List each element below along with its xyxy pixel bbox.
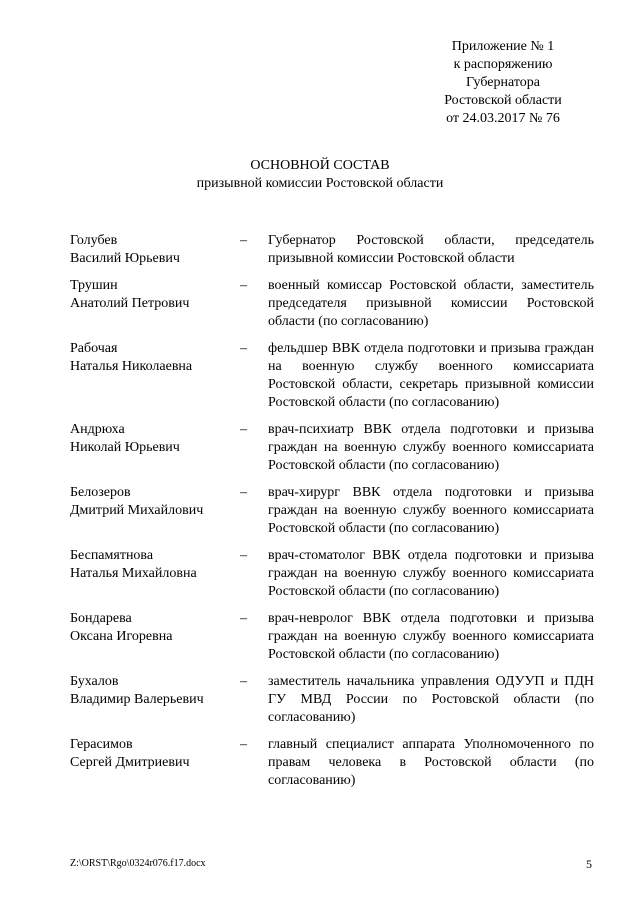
member-name [70, 547, 240, 601]
member-role: главный специалист аппарата Уполномоченного по правам человека в Ростовской области (по согласованию) [268, 737, 594, 788]
member-row [70, 736, 594, 790]
member-surname: Белозеров [70, 485, 131, 500]
member-given-name: Дмитрий Михайлович [70, 503, 204, 518]
appendix-line: от 24.03.2017 № 76 [446, 111, 560, 126]
member-name [70, 736, 240, 790]
member-dash: – [240, 422, 247, 437]
member-given-name: Владимир Валерьевич [70, 692, 204, 707]
member-role: военный комиссар Ростовской области, заместитель председателя призывной комиссии Ростовской области (по согласованию) [268, 278, 594, 329]
member-name [70, 484, 240, 538]
member-row [70, 277, 594, 331]
member-row [70, 610, 594, 664]
appendix-line: к распоряжению [453, 57, 553, 72]
page-number: 5 [586, 857, 592, 871]
member-dash: – [240, 611, 247, 626]
document-title: ОСНОВНОЙ СОСТАВ [250, 158, 390, 173]
member-name [70, 340, 240, 412]
member-given-name: Николай Юрьевич [70, 440, 180, 455]
member-role: врач-невролог ВВК отдела подготовки и призыва граждан на военную службу военного комиссариата Ростовской области (по согласованию) [268, 611, 594, 662]
member-name [70, 421, 240, 475]
member-surname: Трушин [70, 278, 118, 293]
footer-file-path: Z:\ORST\Rgo\0324r076.f17.docx [70, 858, 206, 869]
member-dash: – [240, 233, 247, 248]
member-role: фельдшер ВВК отдела подготовки и призыва граждан на военную службу военного комиссариата Ростовской области, секретарь призывной комиссии Ростовской области (по согласованию) [268, 341, 594, 410]
member-row [70, 484, 594, 538]
member-given-name: Василий Юрьевич [70, 251, 180, 266]
member-name [70, 277, 240, 331]
member-row [70, 340, 594, 412]
member-surname: Голубев [70, 233, 118, 248]
member-role: врач-стоматолог ВВК отдела подготовки и призыва граждан на военную службу военного комиссариата Ростовской области (по согласованию) [268, 548, 594, 599]
member-given-name: Сергей Дмитриевич [70, 755, 190, 770]
member-surname: Рабочая [70, 341, 118, 356]
member-surname: Герасимов [70, 737, 133, 752]
member-surname: Бухалов [70, 674, 119, 689]
member-dash: – [240, 674, 247, 689]
member-role: врач-психиатр ВВК отдела подготовки и призыва граждан на военную службу военного комиссариата Ростовской области (по согласованию) [268, 422, 594, 473]
member-dash: – [240, 548, 247, 563]
appendix-line: Приложение № 1 [451, 39, 555, 54]
member-surname: Андрюха [70, 422, 125, 437]
member-surname: Беспамятнова [70, 548, 154, 563]
member-dash: – [240, 485, 247, 500]
member-given-name: Оксана Игоревна [70, 629, 173, 644]
member-name [70, 610, 240, 664]
member-row [70, 673, 594, 727]
document-subtitle: призывной комиссии Ростовской области [196, 176, 444, 191]
member-name [70, 232, 240, 268]
member-dash: – [240, 278, 247, 293]
appendix-line: Губернатора [465, 75, 541, 90]
document-heading [0, 157, 640, 193]
appendix-line: Ростовской области [444, 93, 562, 108]
member-row [70, 547, 594, 601]
member-dash: – [240, 737, 247, 752]
member-name [70, 673, 240, 727]
member-row [70, 232, 594, 268]
member-given-name: Наталья Михайловна [70, 566, 197, 581]
member-role: заместитель начальника управления ОДУУП и ПДН ГУ МВД России по Ростовской области (по согласованию) [268, 674, 594, 725]
appendix-block [418, 38, 588, 128]
member-given-name: Наталья Николаевна [70, 359, 193, 374]
members-list [70, 232, 594, 799]
member-row [70, 421, 594, 475]
member-dash: – [240, 341, 247, 356]
member-role: врач-хирург ВВК отдела подготовки и призыва граждан на военную службу военного комиссариата Ростовской области (по согласованию) [268, 485, 594, 536]
member-surname: Бондарева [70, 611, 132, 626]
member-given-name: Анатолий Петрович [70, 296, 190, 311]
member-role: Губернатор Ростовской области, председатель призывной комиссии Ростовской области [268, 233, 594, 266]
